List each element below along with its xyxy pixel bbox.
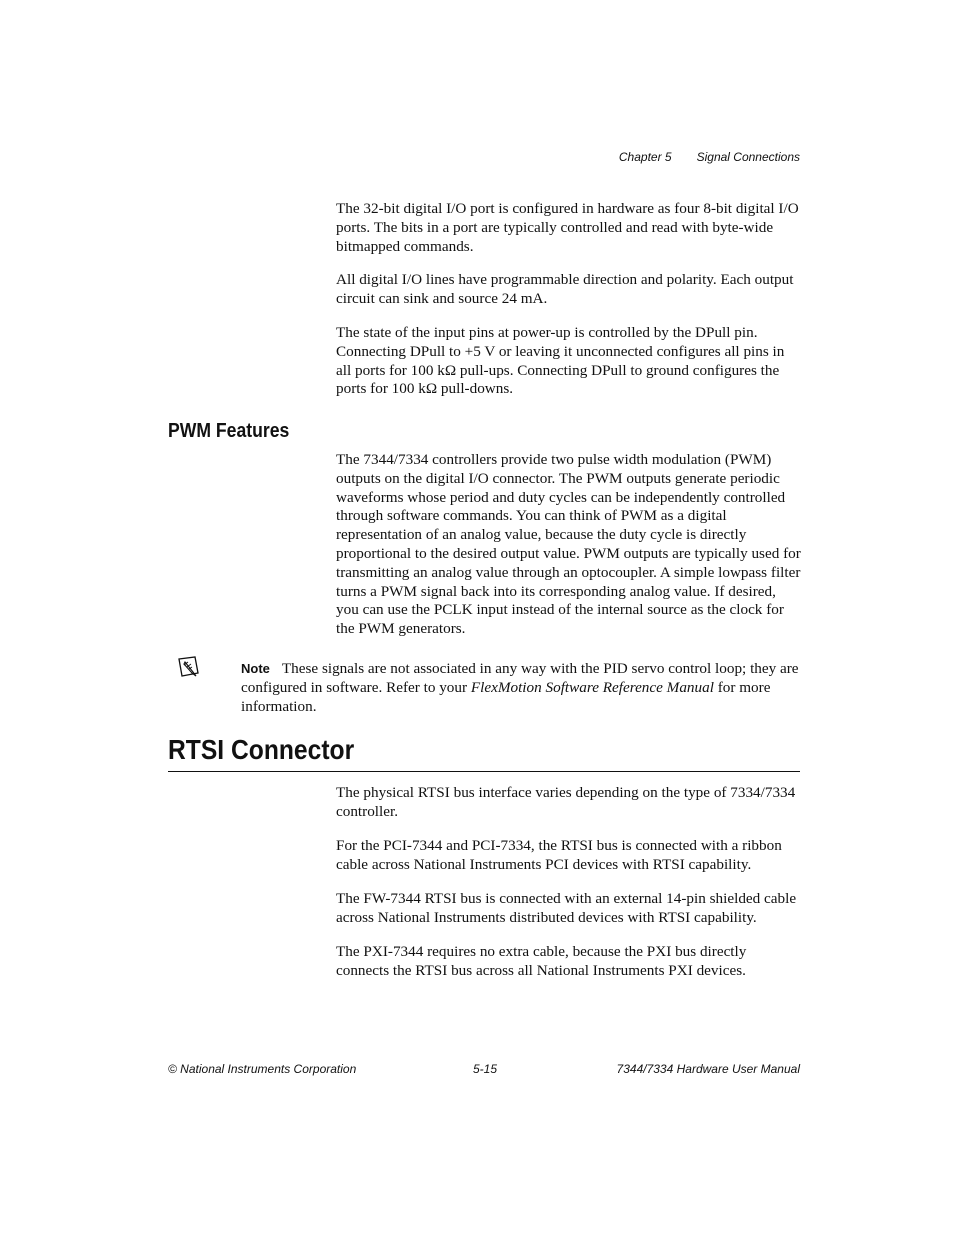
note-label: Note [241, 661, 270, 676]
header-section: Signal Connections [696, 150, 800, 164]
pwm-heading: PWM Features [168, 420, 290, 442]
note-pencil-icon [176, 655, 204, 681]
note-text-end: for more information. [241, 678, 771, 715]
intro-paragraph-1: The 32-bit digital I/O port is configured in hardware as four 8-bit digital I/O ports. The bits in a port are typically controlled and read with byte-wide bitmapped commands. [336, 200, 799, 255]
heading-rule [168, 771, 800, 772]
footer-copyright: © National Instruments Corporation [168, 1062, 357, 1076]
rtsi-paragraph-2: For the PCI-7344 and PCI-7334, the RTSI bus is connected with a ribbon cable across National Instruments PCI devices with RTSI capability. [336, 837, 782, 873]
footer-manual-title: 7344/7334 Hardware User Manual [616, 1062, 800, 1076]
rtsi-heading: RTSI Connector [168, 734, 355, 765]
rtsi-paragraph-4: The PXI-7344 requires no extra cable, because the PXI bus directly connects the RTSI bus across all National Instruments PXI devices. [336, 943, 747, 979]
intro-paragraph-3: The state of the input pins at power-up is controlled by the DPull pin. Connecting DPull to +5 V or leaving it unconnected configures all pins in all ports for 100 kΩ pull-ups. Connecting DPull to ground configures the ports for 100 kΩ pull-downs. [336, 324, 785, 398]
footer-page-number: 5-15 [473, 1062, 498, 1076]
note-block [241, 660, 803, 716]
header-chapter: Chapter 5 [618, 150, 672, 164]
pwm-paragraph: The 7344/7334 controllers provide two pulse width modulation (PWM) outputs on the digital I/O connector. The PWM outputs generate periodic waveforms whose period and duty cycles can be independently controlled through software commands. You can think of PWM as a digital representation of an analog value, because the duty cycle is directly proportional to the desired output value. PWM outputs are typically used for transmitting an analog value through an optocoupler. A simple lowpass filter turns a PWM signal back into its corresponding analog value. If desired, you can use the PCLK input instead of the internal source as the clock for the PWM generators. [336, 451, 801, 638]
rtsi-paragraph-1: The physical RTSI bus interface varies depending on the type of 7334/7334 controller. [336, 784, 796, 820]
note-text-start: These signals are not associated in any way with the PID servo control loop; they are configured in software. Refer to your [241, 660, 799, 696]
rtsi-paragraph-3: The FW-7344 RTSI bus is connected with an external 14-pin shielded cable across National Instruments distributed devices with RTSI capability. [336, 890, 797, 926]
intro-paragraph-2: All digital I/O lines have programmable direction and polarity. Each output circuit can sink and source 24 mA. [336, 271, 794, 307]
page-header [619, 150, 800, 164]
note-manual-title: FlexMotion Software Reference Manual [470, 678, 714, 696]
